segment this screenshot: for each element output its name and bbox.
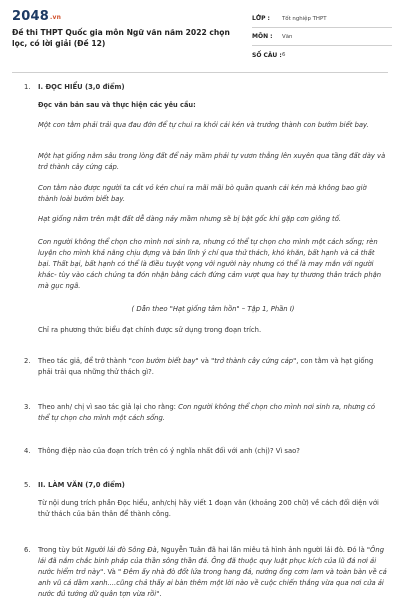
- question-number: 5.: [24, 481, 31, 489]
- logo-suffix: .vn: [49, 14, 62, 21]
- question-text: Thông điệp nào của đoạn trích trên có ý nghĩa nhất đối với anh (chị)? Vì sao?: [38, 447, 300, 455]
- question-text: [38, 402, 388, 424]
- meta-row-count: [252, 46, 392, 64]
- quoted-text: Đêm ấy nhà đò đốt lửa trong hang đá, nướng ống cơm lam và toàn bàn về cá anh vũ cá dầm xanh....cũng chả thấy ai bàn thêm một lời nào về cuộc chiến thắng vừa qua nơi cửa ải nước đủ tướng dữ quân tợn vừa rồi: [38, 568, 387, 598]
- text-segment: " và ": [195, 357, 215, 365]
- text-segment: ". Và ": [100, 568, 124, 576]
- logo-text: 2048: [12, 9, 49, 24]
- question-number: 2.: [24, 357, 31, 365]
- quoted-text: con bướm biết bay: [131, 357, 196, 365]
- meta-value: Văn: [282, 33, 293, 40]
- header-divider: [12, 72, 388, 73]
- site-logo[interactable]: [12, 9, 61, 24]
- meta-key: SỐ CÂU :: [252, 51, 282, 59]
- section-title: I. ĐỌC HIỂU (3,0 điểm): [38, 83, 125, 91]
- section-title: II. LÀM VĂN (7,0 điểm): [38, 481, 125, 489]
- quoted-text: Ông lái đã nắm chắc binh pháp của thần sông thần đá. Ông đã thuộc quy luật phục kích của lũ đá nơi ải nước hiểm trở này: [38, 546, 385, 576]
- quoted-text: trở thành cây cứng cáp: [214, 357, 294, 365]
- passage-paragraph: Con người không thể chọn cho mình nơi sinh ra, nhưng có thể tự chọn cho mình một cách sống; rèn luyện cho mình khả năng chịu đựng và bản lĩnh ý chí qua thử thách, khó khăn, bất hạnh và cả thất bại. Thất bại, bất hạnh có thể là điều tuyệt vọng với người này nhưng có thể là may mắn với người khác- tùy vào cách chúng ta đón nhận bằng cách đứng cảm vượt qua hay tự thương thân trách phận mà gục ngã.: [38, 238, 382, 290]
- question-number: 1.: [24, 83, 31, 91]
- passage-paragraph: Một hạt giống nằm sâu trong lòng đất để nảy mầm phải tự vươn thẳng lên xuyên qua tầng đất dày và trở thành cây cứng cáp.: [38, 152, 386, 171]
- question-number: 3.: [24, 403, 31, 411]
- passage-paragraph: Hạt giống nằm trên mặt đất dễ dàng nảy mầm nhưng sẽ bị bật gốc khi gặp cơn giông tố.: [38, 215, 342, 223]
- question-text: [38, 356, 388, 378]
- text-segment: ".: [156, 590, 162, 598]
- quoted-text: Con người không thể chọn cho mình nơi sinh ra, nhưng có thể tự chọn cho mình một cách sống.: [38, 403, 376, 422]
- question-text: [38, 545, 388, 600]
- question-text: Từ nội dung trích phần Đọc hiểu, anh/chị hãy viết 1 đoạn văn (khoảng 200 chữ) về cách đối diện với thử thách của bản thân để thành công.: [38, 499, 379, 518]
- work-title: Người lái đò Sông Đà: [85, 546, 157, 554]
- question-text: Chỉ ra phương thức biểu đạt chính được sử dụng trong đoạn trích.: [38, 326, 262, 334]
- document-header: [0, 0, 400, 66]
- meta-row-class: [252, 10, 392, 28]
- instruction: Đọc văn bản sau và thực hiện các yêu cầu:: [38, 101, 196, 109]
- passage-source: ( Dẫn theo "Hạt giống tâm hồn" – Tập 1, Phần I): [131, 305, 295, 313]
- question-number: 4.: [24, 447, 31, 455]
- meta-key: LỚP :: [252, 15, 270, 22]
- text-segment: ", con tằm và hạt giống phải trải qua những thử thách gì?.: [38, 357, 374, 376]
- meta-key: MÔN :: [252, 33, 273, 40]
- passage-paragraph: Con tằm nào được người ta cắt vỏ kén chui ra mãi mãi bò quần quanh cái kén mà không bao giờ thành loài bướm biết bay.: [38, 184, 367, 203]
- text-segment: , Nguyễn Tuân đã hai lần miêu tả hình ảnh người lái đò. Đó là ": [156, 546, 371, 554]
- text-segment: Theo tác giả, để trở thành ": [38, 357, 132, 365]
- meta-value: 6: [282, 52, 286, 58]
- document-meta: [252, 10, 392, 64]
- passage-paragraph: Một con tằm phải trải qua đau đớn để tự chui ra khỏi cái kén và trưởng thành con bướm biết bay.: [38, 121, 369, 129]
- document-title: Đề thi THPT Quốc gia môn Ngữ văn năm 2022 chọn lọc, có lời giải (Đề 12): [12, 28, 230, 48]
- meta-row-subject: [252, 28, 392, 46]
- text-segment: Theo anh/ chị vì sao tác giả lại cho rằng:: [38, 403, 179, 411]
- text-segment: Trong tùy bút: [38, 546, 86, 554]
- meta-value: Tốt nghiệp THPT: [282, 15, 327, 22]
- question-number: 6.: [24, 546, 31, 554]
